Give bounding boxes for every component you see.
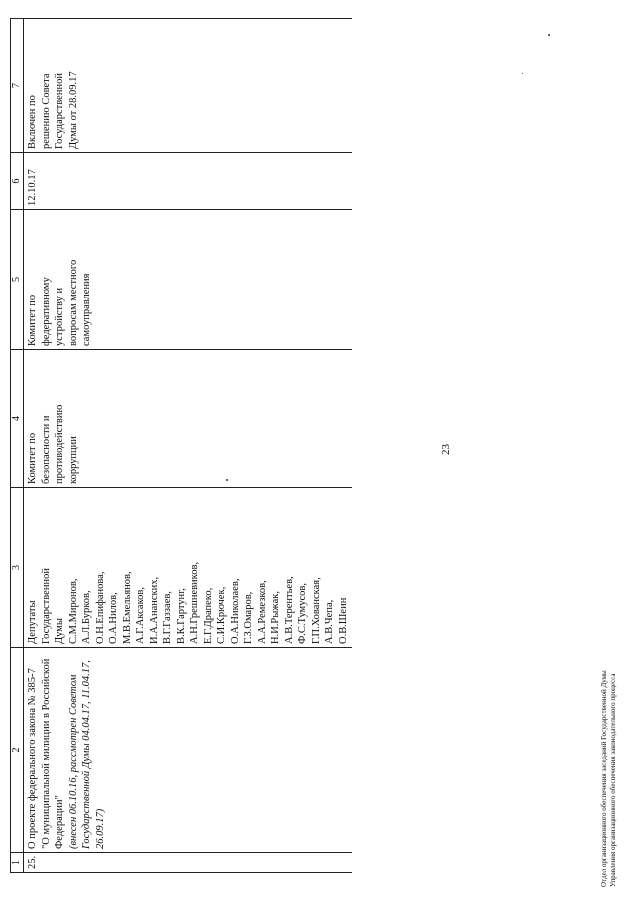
note-line: Государственной — [54, 73, 65, 149]
deputy-name: Г.П.Хованская, — [310, 577, 322, 644]
bill-note-line: (внесен 06.10.16, рассмотрен Советом — [67, 674, 79, 849]
bills-table — [10, 18, 352, 873]
deputy-name: Ф.С.Тумусов, — [297, 583, 308, 644]
scan-speck — [522, 73, 523, 74]
column-number: 6 — [11, 153, 24, 210]
deputy-name: Е.Г.Драпеко, — [202, 587, 214, 644]
co-committee-line: устройству и — [54, 287, 65, 346]
deputy-name: А.Л.Бурков, — [81, 590, 92, 644]
page-number: 23 — [440, 444, 452, 455]
scan-speck — [226, 479, 228, 481]
bill-title-cell — [24, 648, 353, 853]
deputies-list — [67, 491, 351, 644]
column-number: 4 — [11, 350, 24, 488]
column-number: 5 — [11, 210, 24, 350]
deputy-name: О.Н.Епифанова, — [94, 571, 106, 644]
footer-line: Отдел организационного обеспечения заседаний Государственной Думы — [600, 670, 608, 887]
note-line: Думы от 28.09.17 — [67, 71, 79, 149]
deputy-name: А.А.Ремезков, — [256, 580, 268, 644]
footer-line: Управления организационного обеспечения законодательного процесса — [609, 673, 617, 887]
bill-note-line: 26.09.17) — [94, 808, 106, 849]
co-committee-line: федеративному — [40, 277, 52, 346]
committee-line: противодействию — [54, 404, 65, 484]
column-number: 1 — [11, 853, 24, 873]
bill-title-line: "О муниципальной милиции в Российской — [40, 658, 52, 849]
deputy-name: О.А.Нилов, — [108, 592, 119, 644]
column-number: 7 — [11, 19, 24, 153]
bill-title-line: Федерации" — [54, 795, 65, 849]
column-number: 2 — [11, 648, 24, 853]
deputy-name: А.В.Терентьев, — [283, 576, 295, 644]
scan-speck — [548, 34, 550, 36]
deputy-name: С.И.Крючек, — [216, 586, 227, 644]
date-cell: 12.10.17 — [24, 153, 353, 210]
committee-cell — [24, 350, 353, 488]
table-header-row — [11, 19, 24, 873]
deputy-name: А.Г.Аксаков, — [135, 587, 146, 644]
co-committee-cell — [24, 210, 353, 350]
bill-title-line: О проекте федерального закона № 385-7 — [27, 668, 38, 849]
column-number: 3 — [11, 488, 24, 648]
bill-note-line: Государственной Думы 04.04.17, 11.04.17, — [81, 660, 92, 849]
co-committee-line: Комитет по — [27, 294, 38, 346]
initiators-cell — [24, 488, 353, 648]
initiator-line: Государственной — [40, 568, 52, 644]
footer — [600, 670, 618, 887]
initiator-line: Депутаты — [27, 600, 38, 644]
deputy-name: Г.З.Омаров, — [243, 591, 254, 644]
deputy-name: И.А.Ананских, — [148, 576, 160, 644]
note-line: Включен по — [27, 95, 38, 149]
committee-line: коррупции — [67, 436, 79, 484]
deputy-name: О.В.Шеин — [337, 597, 349, 644]
initiator-line: Думы — [54, 618, 65, 644]
table-row — [24, 19, 353, 873]
row-number: 25. — [24, 853, 353, 873]
committee-line: Комитет по — [27, 432, 38, 484]
note-line: решению Совета — [40, 73, 52, 149]
deputy-name: В.Г.Газзаев, — [162, 591, 173, 644]
co-committee-line: самоуправления — [81, 273, 92, 346]
deputy-name: В.К.Гартунг, — [175, 588, 187, 644]
co-committee-line: вопросам местного — [67, 259, 79, 346]
deputy-name: А.Н.Грешневиков, — [189, 561, 200, 644]
deputy-name: Н.И.Рыжак, — [270, 591, 281, 644]
deputy-name: С.М.Миронов, — [67, 578, 79, 644]
deputy-name: А.В.Чепа, — [324, 599, 335, 644]
committee-line: безопасности и — [40, 415, 52, 484]
deputy-name: М.В.Емельянов, — [121, 571, 133, 644]
deputy-name: О.А.Николаев, — [229, 578, 241, 644]
note-cell — [24, 19, 353, 153]
